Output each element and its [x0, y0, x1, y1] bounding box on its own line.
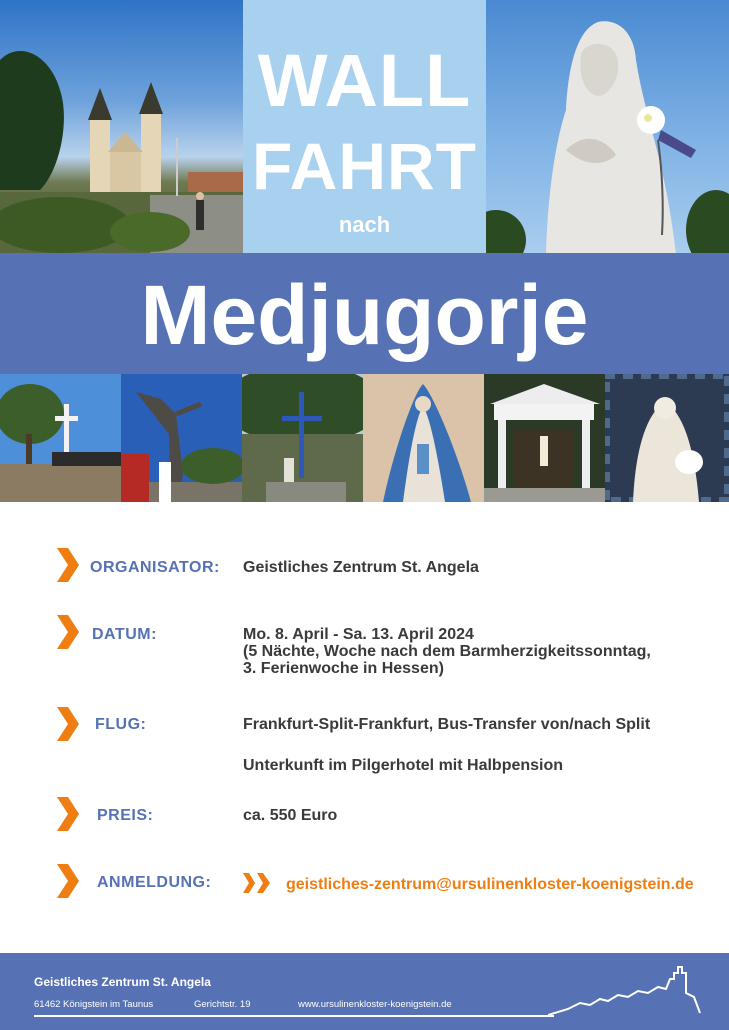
chevron-right-icon: [57, 707, 79, 741]
strip-photo-cross-hill: [0, 374, 121, 502]
datum-line3: 3. Ferienwoche in Hessen): [243, 660, 444, 677]
strip-photo-shrine: [484, 374, 605, 502]
organisator-value: Geistliches Zentrum St. Angela: [243, 559, 479, 576]
chevron-right-icon: [57, 864, 79, 898]
footer-divider: [34, 1015, 554, 1017]
chevron-right-icon: [57, 548, 79, 582]
church-illustration: [0, 0, 243, 253]
datum-line2: (5 Nächte, Woche nach dem Barmherzigkeitssonntag,: [243, 643, 651, 660]
anmeldung-label: ANMELDUNG:: [97, 874, 212, 891]
destination-banner: [0, 253, 729, 374]
datum-line1: Mo. 8. April - Sa. 13. April 2024: [243, 626, 474, 643]
strip-photo-blue-cross: [242, 374, 363, 502]
footer-website-link[interactable]: www.ursulinenkloster-koenigstein.de: [298, 999, 452, 1010]
banner-title: Medjugorje: [140, 268, 589, 362]
footer: [0, 953, 729, 1030]
title-block: [243, 0, 486, 253]
flug-value: Frankfurt-Split-Frankfurt, Bus-Transfer von/nach Split: [243, 716, 651, 733]
accommodation-value: Unterkunft im Pilgerhotel mit Halbpension: [243, 757, 564, 774]
preis-value: ca. 550 Euro: [243, 807, 338, 824]
footer-org-name: Geistliches Zentrum St. Angela: [34, 975, 211, 989]
preis-label: PREIS:: [97, 807, 154, 824]
strip-photo-madonna: [363, 374, 484, 502]
registration-email-link[interactable]: geistliches-zentrum@ursulinenkloster-koenigstein.de: [286, 876, 694, 893]
title-fahrt: FAHRT: [252, 129, 477, 203]
castle-skyline-icon: [548, 963, 708, 1023]
title-wall: WALL: [257, 39, 472, 122]
datum-label: DATUM:: [92, 626, 157, 643]
chevron-right-icon: [57, 797, 79, 831]
double-chevron-right-icon: [243, 873, 273, 893]
flug-label: FLUG:: [95, 716, 147, 733]
footer-street: Gerichtstr. 19: [194, 999, 251, 1010]
mary-statue-photo: [486, 0, 729, 253]
statue-illustration: [486, 0, 729, 253]
footer-address: 61462 Königstein im Taunus: [34, 999, 154, 1010]
title-nach: nach: [338, 212, 391, 237]
church-photo: [0, 0, 243, 253]
organisator-label: ORGANISATOR:: [90, 559, 220, 576]
strip-photo-statue-flowers: [605, 374, 729, 502]
strip-photo-crucifix: [121, 374, 242, 502]
chevron-right-icon: [57, 615, 79, 649]
